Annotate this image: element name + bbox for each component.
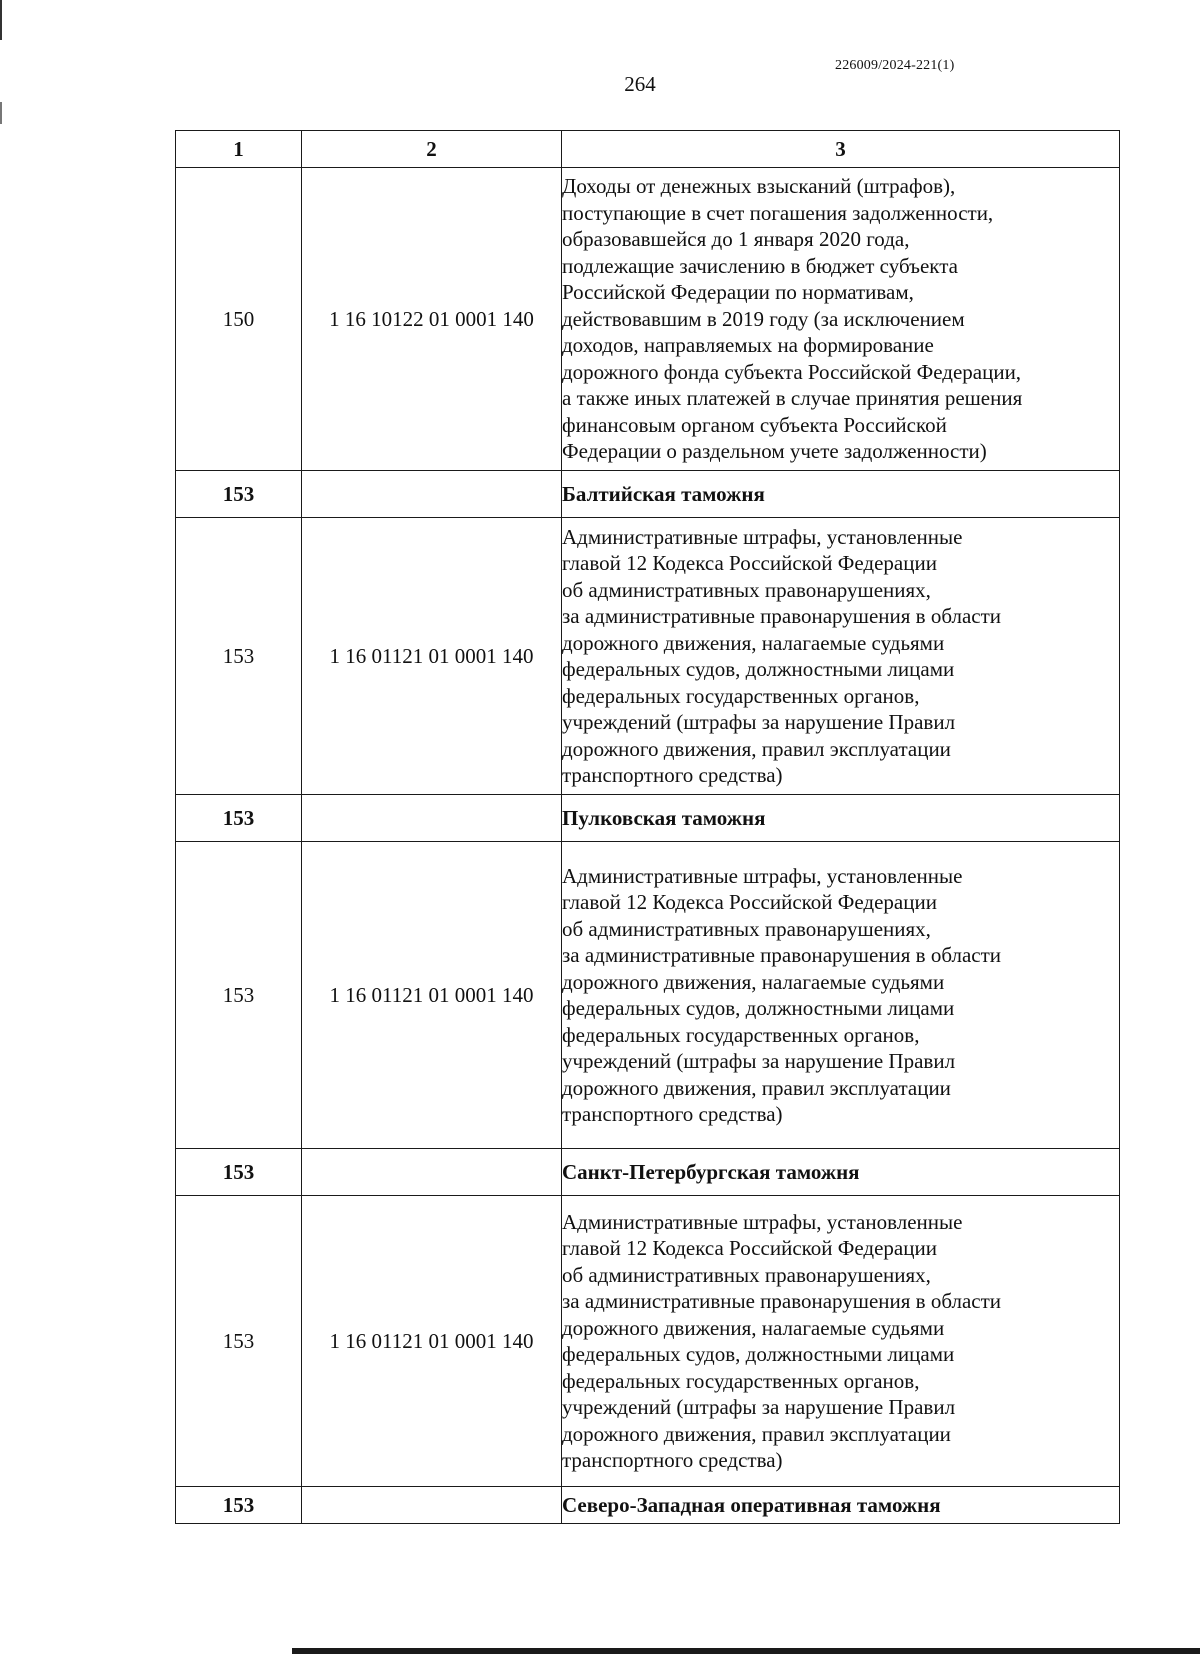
table-row [176,518,1120,795]
table-row [176,842,1120,1149]
description-line: транспортного средства) [562,1102,783,1126]
admin-code-cell: 153 [176,795,302,842]
description-line: дорожного движения, налагаемые судьями [562,1315,945,1340]
description-line: за административные правонарушения в области [562,943,1002,967]
description-line: дорожного движения, правил эксплуатации [562,1075,951,1100]
description-line: доходов, направляемых на формирование [562,333,934,358]
description-cell [562,842,1120,1149]
admin-code-cell: 153 [176,518,302,795]
section-title: Северо-Западная оперативная таможня [562,1487,1120,1524]
section-title: Санкт-Петербургская таможня [562,1149,1120,1196]
scan-edge-mark [0,102,2,124]
description-line: дорожного фонда субъекта Российской Федерации, [562,359,1022,384]
description-line: учреждений (штрафы за нарушение Правил [562,1395,956,1419]
description-line: подлежащие зачислению в бюджет субъекта [562,253,958,278]
description-cell [562,1196,1120,1487]
section-row [176,1487,1120,1524]
description-line: об административных правонарушениях, [562,1262,931,1287]
description-line: транспортного средства) [562,763,783,787]
section-row [176,471,1120,518]
description-line: дорожного движения, налагаемые судьями [562,969,945,994]
description-line: а также иных платежей в случае принятия решения [562,386,1023,411]
description-line: Доходы от денежных взысканий (штрафов), [562,174,956,199]
description-line: дорожного движения, правил эксплуатации [562,1421,951,1446]
admin-code-cell: 153 [176,842,302,1149]
description-line: Федерации о раздельном учете задолженности) [562,439,987,464]
description-line: федеральных судов, должностными лицами [562,657,955,681]
description-line: дорожного движения, правил эксплуатации [562,736,951,761]
description-cell [562,518,1120,795]
description-line: Административные штрафы, установленные [562,524,963,549]
description-line: главой 12 Кодекса Российской Федерации [562,551,937,575]
admin-code-cell: 153 [176,1487,302,1524]
description-line: об административных правонарушениях, [562,577,931,602]
section-title: Балтийская таможня [562,471,1120,518]
description-line: главой 12 Кодекса Российской Федерации [562,1236,937,1260]
admin-code-cell: 153 [176,471,302,518]
description-cell [562,168,1120,471]
column-header: 2 [302,131,562,168]
description-line: учреждений (штрафы за нарушение Правил [562,710,956,734]
budget-codes-table [175,130,1120,1524]
scan-edge-mark [0,0,2,40]
description-line: Административные штрафы, установленные [562,1209,963,1234]
section-row [176,1149,1120,1196]
description-line: действовавшим в 2019 году (за исключением [562,306,965,331]
description-line: федеральных государственных органов, [562,683,920,708]
description-line: транспортного средства) [562,1448,783,1472]
table-row [176,168,1120,471]
table-header-row [176,131,1120,168]
admin-code-cell: 150 [176,168,302,471]
description-line: финансовым органом субъекта Российской [562,412,947,437]
budget-code-cell [302,471,562,518]
budget-code-cell: 1 16 10122 01 0001 140 [302,168,562,471]
column-header: 1 [176,131,302,168]
description-line: поступающие в счет погашения задолженности, [562,200,994,225]
column-header: 3 [562,131,1120,168]
description-line: образовавшейся до 1 января 2020 года, [562,227,910,252]
section-title: Пулковская таможня [562,795,1120,842]
budget-code-cell [302,1149,562,1196]
description-line: федеральных судов, должностными лицами [562,996,955,1020]
budget-code-cell [302,795,562,842]
admin-code-cell: 153 [176,1196,302,1487]
section-row [176,795,1120,842]
admin-code-cell: 153 [176,1149,302,1196]
budget-code-cell: 1 16 01121 01 0001 140 [302,518,562,795]
budget-code-cell [302,1487,562,1524]
description-line: учреждений (штрафы за нарушение Правил [562,1049,956,1073]
description-line: дорожного движения, налагаемые судьями [562,630,945,655]
budget-code-cell: 1 16 01121 01 0001 140 [302,1196,562,1487]
scan-edge-mark [292,1648,1200,1654]
page-number: 264 [624,72,656,96]
description-line: федеральных государственных органов, [562,1022,920,1047]
description-line: Российской Федерации по нормативам, [562,280,914,305]
description-line: федеральных государственных органов, [562,1368,920,1393]
document-code: 226009/2024-221(1) [835,58,955,73]
description-line: об административных правонарушениях, [562,916,931,941]
budget-code-cell: 1 16 01121 01 0001 140 [302,842,562,1149]
description-line: Административные штрафы, установленные [562,863,963,888]
description-line: за административные правонарушения в области [562,1289,1002,1313]
description-line: главой 12 Кодекса Российской Федерации [562,890,937,914]
description-line: за административные правонарушения в области [562,604,1002,628]
description-line: федеральных судов, должностными лицами [562,1342,955,1366]
table-row [176,1196,1120,1487]
